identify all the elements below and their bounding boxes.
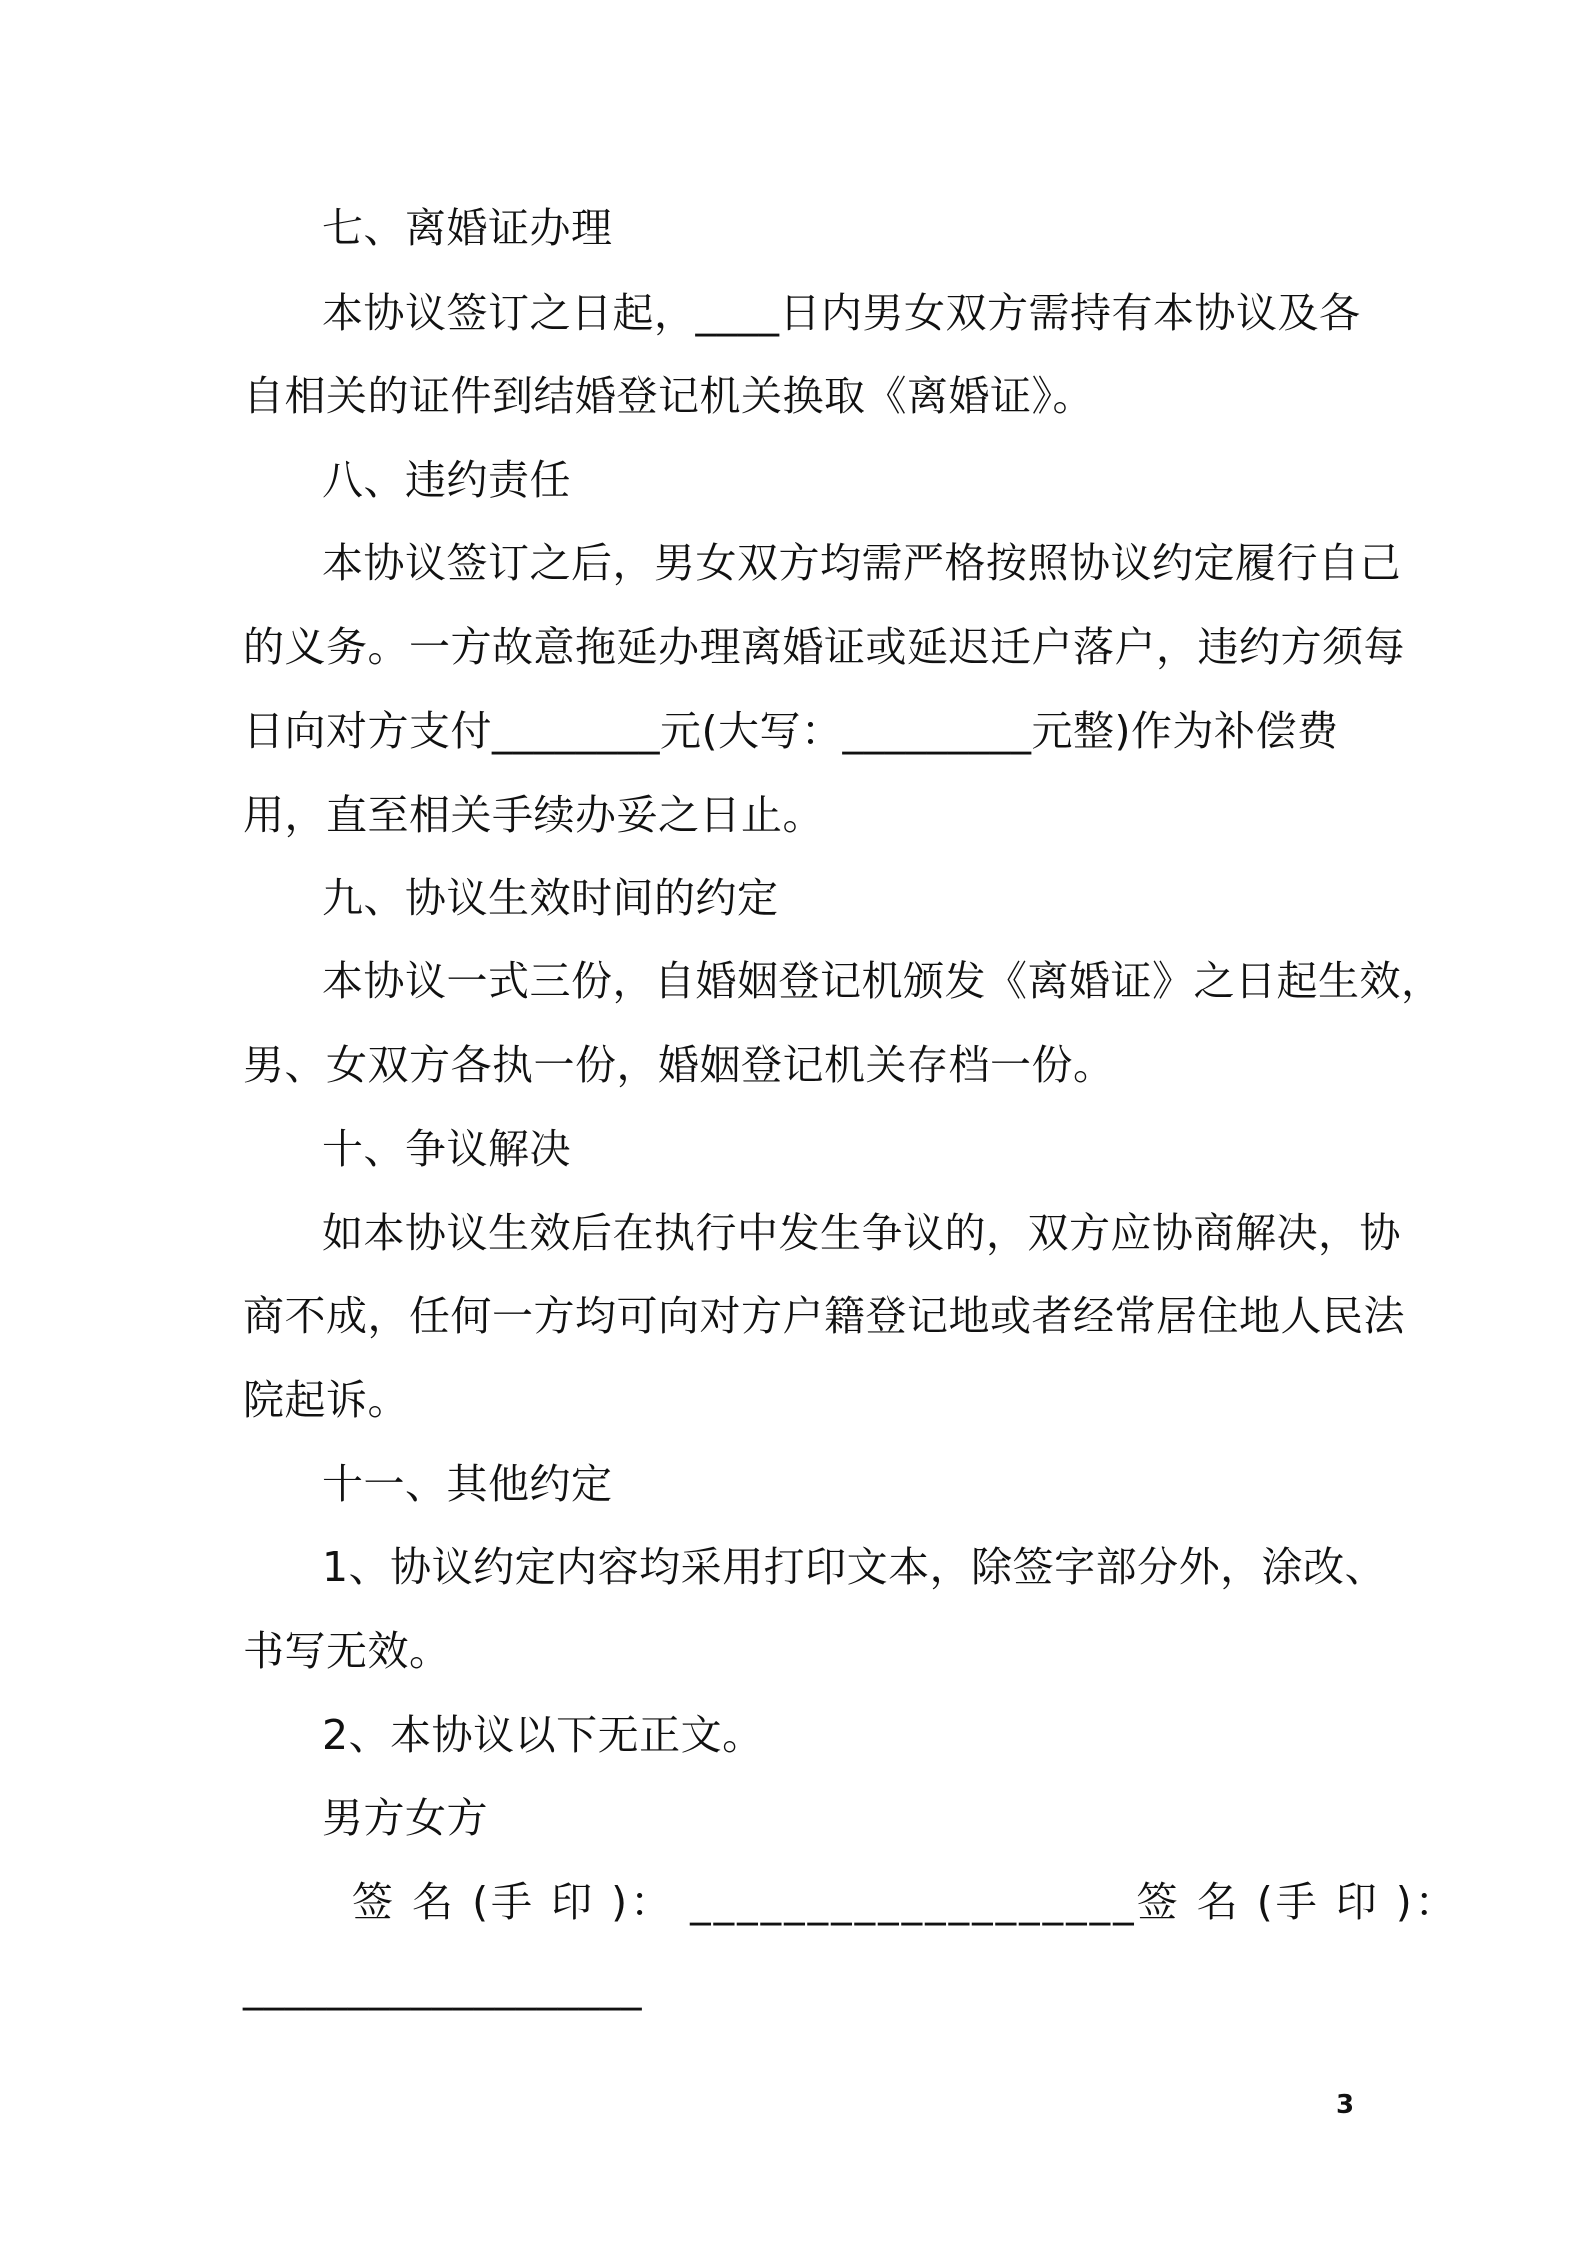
paragraph-line: 商不成，任何一方均可向对方户籍登记地或者经常居住地人民法: [243, 1292, 1405, 1340]
paragraph-line: 2、本协议以下无正文。: [322, 1711, 764, 1759]
section-heading-dispute: 十、争议解决: [322, 1125, 571, 1173]
parties-label: 男方女方: [322, 1794, 488, 1842]
paragraph-line: 书写无效。: [243, 1627, 451, 1675]
paragraph-line: 日向对方支付________元(大写：_________元整)作为补偿费: [243, 707, 1339, 755]
page-number: 3: [1336, 2090, 1355, 2120]
paragraph-line: 的义务。一方故意拖延办理离婚证或延迟迁户落户，违约方须每: [243, 623, 1405, 671]
paragraph-line: 自相关的证件到结婚登记机关换取《离婚证》。: [243, 372, 1094, 420]
section-heading-divorce-certificate: 七、离婚证办理: [322, 204, 613, 252]
paragraph-line: 男、女双方各执一份，婚姻登记机关存档一份。: [243, 1041, 1115, 1089]
paragraph-line: 1、协议约定内容均采用打印文本，除签字部分外，涂改、: [322, 1543, 1387, 1591]
paragraph-line: 用，直至相关手续办妥之日止。: [243, 791, 824, 839]
paragraph-line: 院起诉。: [243, 1376, 409, 1424]
signature-blank-line: ___________________: [243, 1963, 642, 2011]
paragraph-line: 如本协议生效后在执行中发生争议的，双方应协商解决，协: [322, 1209, 1401, 1257]
paragraph-line: 本协议签订之日起，____日内男女双方需持有本协议及各: [322, 289, 1361, 337]
section-heading-effective-time: 九、协议生效时间的约定: [322, 874, 779, 922]
section-heading-other: 十一、其他约定: [322, 1460, 613, 1508]
paragraph-line: 本协议一式三份，自婚姻登记机颁发《离婚证》之日起生效，: [322, 957, 1443, 1005]
section-heading-breach: 八、违约责任: [322, 456, 571, 504]
signature-line: 签 名 (手 印 )： ___________________签 名 (手 印 )：: [352, 1878, 1459, 1926]
paragraph-line: 本协议签订之后，男女双方均需严格按照协议约定履行自己: [322, 539, 1401, 587]
